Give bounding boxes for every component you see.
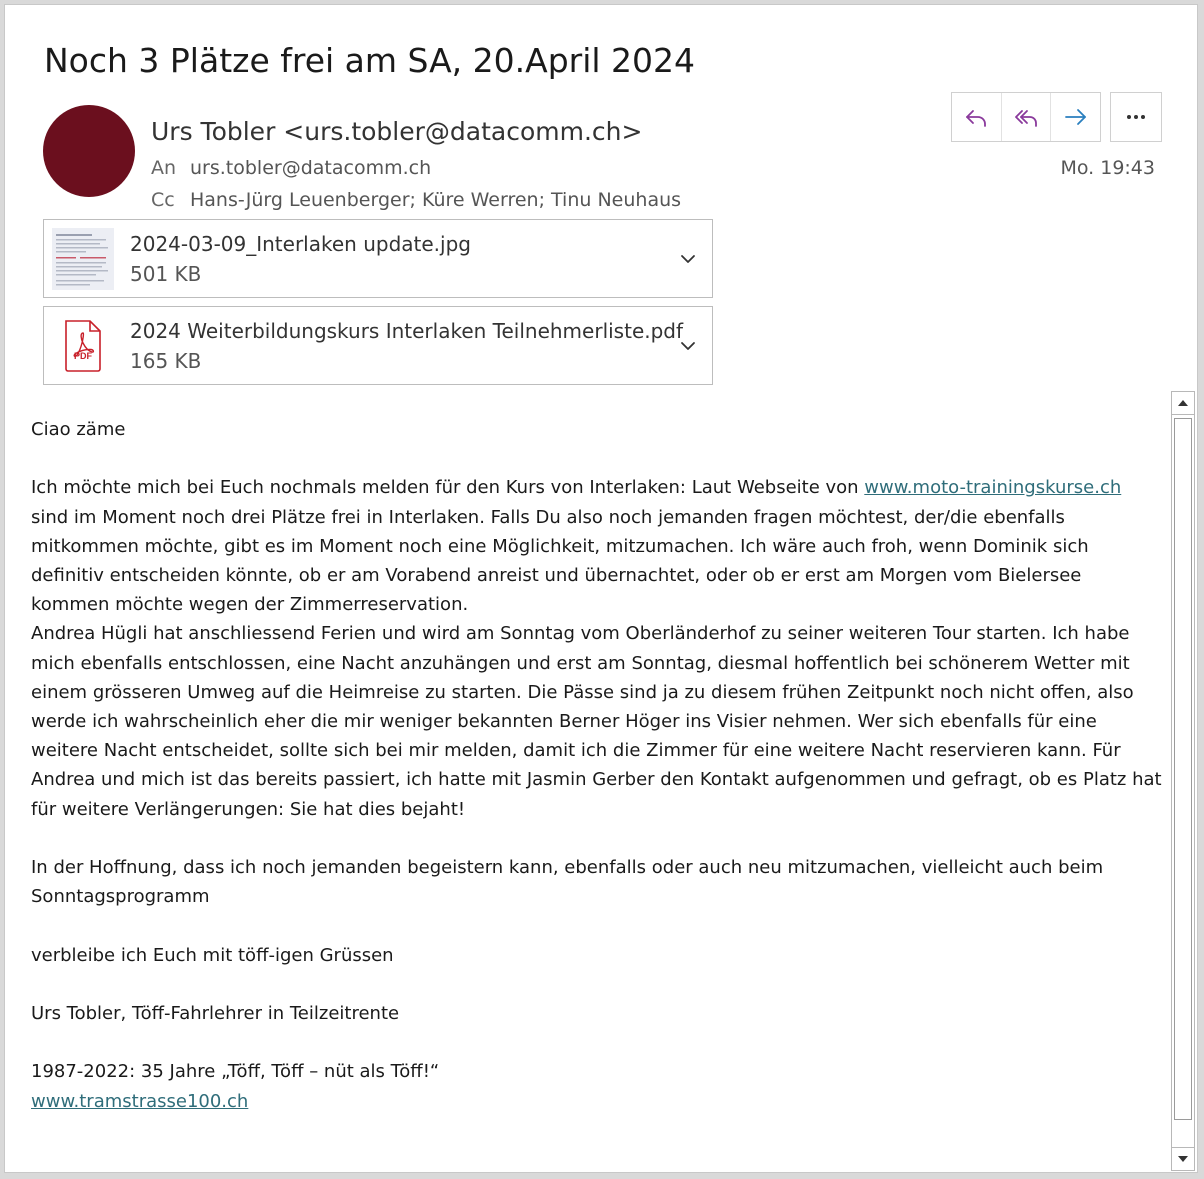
email-body xyxy=(31,415,1163,1116)
forward-button[interactable] xyxy=(1050,93,1100,141)
to-line xyxy=(151,157,431,179)
arrow-up-icon xyxy=(1177,399,1189,407)
reply-all-icon xyxy=(1012,103,1040,131)
p1-text-b: sind im Moment noch drei Plätze frei in Interlaken. Falls Du also noch jemanden fragen möchtest, der/die ebenfalls mitkommen möchte, gibt es im Moment noch eine Möglichkeit, mitzumachen. Ich wäre auch froh, wenn Dominik sich definitiv entscheiden könnte, ob er am Vorabend anreist und übernachtet, oder ob er erst am Morgen vom Bielersee kommen möchte wegen der Zimmerreservation. xyxy=(31,506,1089,616)
closing: verbleibe ich Euch mit töff-igen Grüssen xyxy=(31,944,394,966)
attachment-name: 2024-03-09_Interlaken update.jpg xyxy=(130,232,471,256)
attachment-pdf[interactable] xyxy=(43,306,713,385)
body-paragraph-3: In der Hoffnung, dass ich noch jemanden begeistern kann, ebenfalls oder auch neu mitzumachen, vielleicht auch beim Sonntagsprogramm xyxy=(31,857,1104,908)
to-recipients[interactable]: urs.tobler@datacomm.ch xyxy=(190,157,432,179)
cc-label: Cc xyxy=(151,189,175,211)
moto-trainingskurse-link[interactable]: www.moto-trainingskurse.ch xyxy=(864,477,1122,499)
arrow-down-icon xyxy=(1177,1155,1189,1163)
sender-name[interactable]: Urs Tobler <urs.tobler@datacomm.ch> xyxy=(151,117,643,146)
scrollbar-thumb[interactable] xyxy=(1174,418,1192,1120)
avatar[interactable] xyxy=(43,105,135,197)
reply-button[interactable] xyxy=(952,93,1001,141)
email-subject: Noch 3 Plätze frei am SA, 20.April 2024 xyxy=(44,41,696,80)
reply-icon xyxy=(962,103,990,131)
attachment-size: 501 KB xyxy=(130,262,202,286)
cc-recipients[interactable]: Hans-Jürg Leuenberger; Küre Werren; Tinu Neuhaus xyxy=(190,189,682,211)
body-paragraph-2: Andrea Hügli hat anschliessend Ferien und wird am Sonntag vom Oberländerhof zu seiner weiteren Tour starten. Ich habe mich ebenfalls entschlossen, eine Nacht anzuhängen und erst am Sonntag, diesmal hoffentlich bei schönerem Wetter mit einem grösseren Umweg auf die Heimreise zu starten. Die Pässe sind ja zu diesem frühen Zeitpunkt noch nicht offen, also werde ich wahrscheinlich eher die mir weniger bekannten Berner Höger ins Visier nehmen. Wer sich ebenfalls für eine weitere Nacht entscheidet, sollte sich bei mir melden, damit ich die Zimmer für eine weitere Nacht reservieren kann. Für Andrea und mich ist das bereits passiert, ich hatte mit Jasmin Gerber den Kontakt aufgenommen und gefragt, ob es Platz hat für weitere Verlängerungen: Sie hat dies bejaht! xyxy=(31,623,1162,820)
reply-all-button[interactable] xyxy=(1001,93,1051,141)
image-thumbnail xyxy=(52,228,114,290)
received-time: Mo. 19:43 xyxy=(1060,157,1155,179)
pdf-badge: PDF xyxy=(74,351,92,361)
website-link[interactable]: www.tramstrasse100.ch xyxy=(31,1090,249,1112)
greeting: Ciao zäme xyxy=(31,419,126,440)
cc-line xyxy=(151,189,681,211)
more-actions xyxy=(1110,92,1162,142)
attachment-name: 2024 Weiterbildungskurs Interlaken Teilnehmerliste.pdf xyxy=(130,319,684,343)
attachment-image[interactable] xyxy=(43,219,713,298)
scroll-down-button[interactable] xyxy=(1172,1147,1194,1170)
signature: Urs Tobler, Töff-Fahrlehrer in Teilzeitrente xyxy=(31,1003,400,1024)
chevron-down-icon[interactable] xyxy=(678,249,698,269)
body-paragraph-1 xyxy=(31,473,1163,619)
chevron-down-icon[interactable] xyxy=(678,336,698,356)
motto: 1987-2022: 35 Jahre „Töff, Töff – nüt als Töff!“ xyxy=(31,1061,440,1083)
response-actions xyxy=(951,92,1101,142)
forward-icon xyxy=(1062,103,1090,131)
scroll-up-button[interactable] xyxy=(1172,392,1194,415)
attachment-size: 165 KB xyxy=(130,349,202,373)
email-reading-pane xyxy=(4,4,1198,1173)
more-icon xyxy=(1122,103,1150,131)
to-label: An xyxy=(151,157,177,179)
more-button[interactable] xyxy=(1111,93,1161,141)
vertical-scrollbar[interactable] xyxy=(1171,391,1195,1171)
p1-text-a: Ich möchte mich bei Euch nochmals melden für den Kurs von Interlaken: Laut Webseite von xyxy=(31,477,865,499)
pdf-icon xyxy=(52,315,114,377)
